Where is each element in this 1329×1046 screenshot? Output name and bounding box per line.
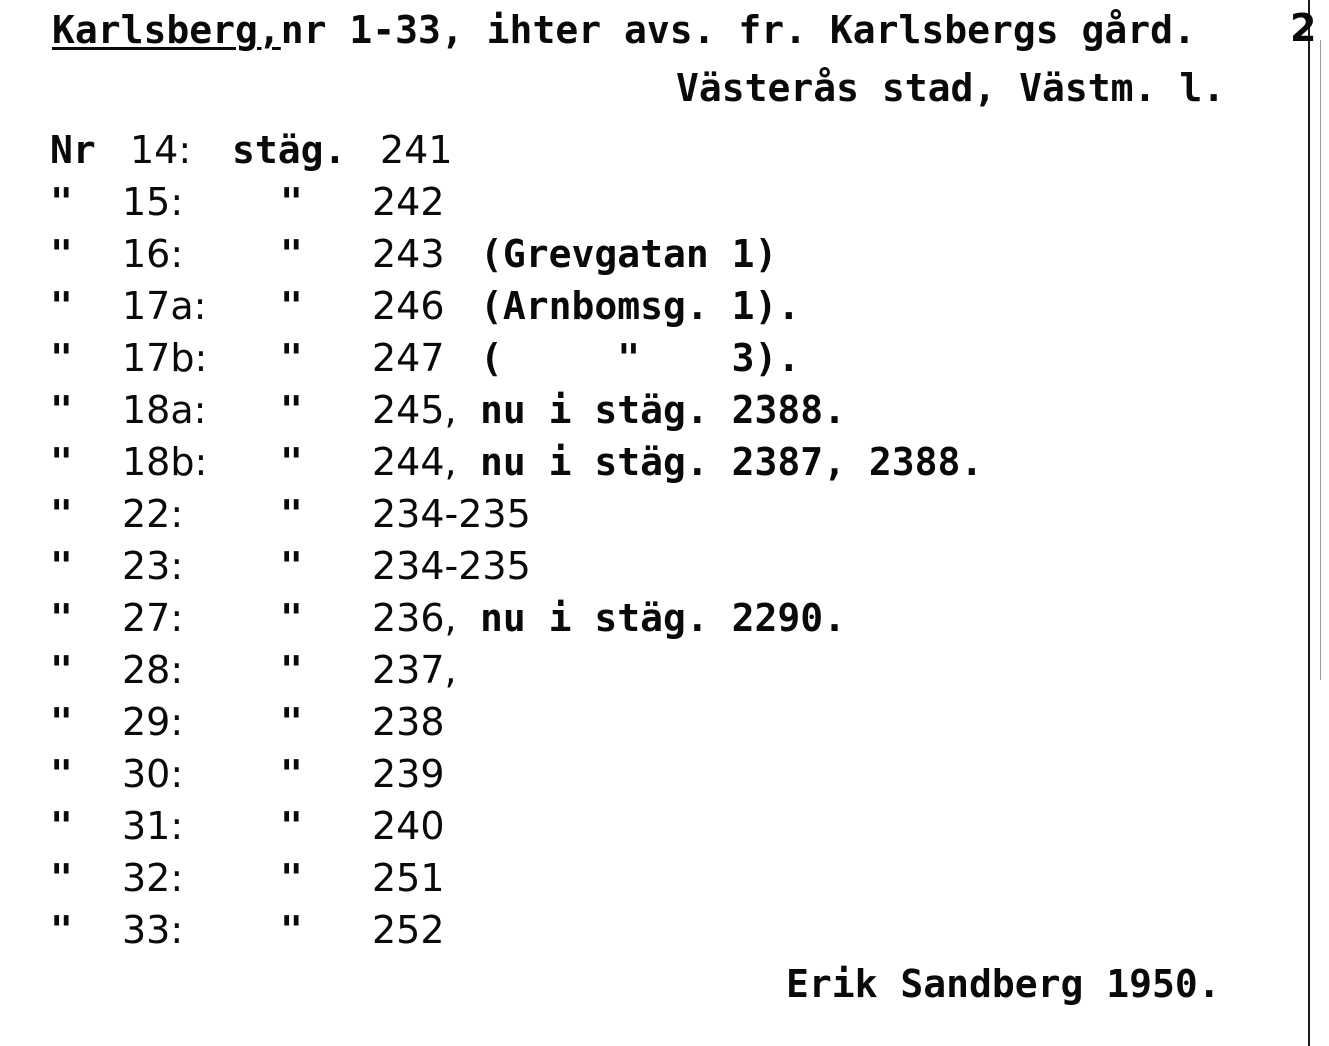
card-edge-line (1308, 0, 1310, 1046)
row-house-number: 18a: (122, 388, 207, 432)
row-prefix: " (50, 440, 73, 484)
row-plot-number: 238 (372, 700, 445, 744)
row-prefix: " (50, 856, 73, 900)
row-house-number: 18b: (122, 440, 208, 484)
card-edge-faint-line (1320, 40, 1321, 680)
row-ditto: " (280, 648, 303, 692)
row-house-number: 14: (130, 128, 192, 172)
signature: Erik Sandberg 1950. (786, 962, 1221, 1006)
row-ditto: " (280, 856, 303, 900)
row-plot-number: 252 (372, 908, 445, 952)
title-description: nr 1-33, ihter avs. fr. Karlsbergs gård. (280, 8, 1196, 52)
row-note: nu i stäg. 2290. (480, 596, 847, 640)
row-house-number: 16: (122, 232, 184, 276)
row-ditto: stäg. (232, 128, 347, 172)
row-house-number: 23: (122, 544, 184, 588)
row-plot-number: 240 (372, 804, 445, 848)
row-prefix: " (50, 180, 73, 224)
row-prefix: " (50, 284, 73, 328)
row-prefix: " (50, 700, 73, 744)
row-house-number: 22: (122, 492, 184, 536)
row-prefix: " (50, 648, 73, 692)
row-prefix: " (50, 804, 73, 848)
row-ditto: " (280, 492, 303, 536)
row-house-number: 17b: (122, 336, 208, 380)
card-title (52, 8, 1196, 52)
row-house-number: 27: (122, 596, 184, 640)
row-ditto: " (280, 284, 303, 328)
row-prefix: " (50, 908, 73, 952)
row-house-number: 17a: (122, 284, 207, 328)
row-note: (Grevgatan 1) (480, 232, 778, 276)
row-plot-number: 244, (372, 440, 457, 484)
row-plot-number: 234-235 (372, 492, 531, 536)
row-note: (Arnbomsg. 1). (480, 284, 801, 328)
row-plot-number: 237, (372, 648, 457, 692)
row-plot-number: 243 (372, 232, 445, 276)
row-prefix: " (50, 388, 73, 432)
card-number: 2 (1290, 6, 1317, 50)
row-house-number: 29: (122, 700, 184, 744)
row-plot-number: 245, (372, 388, 457, 432)
row-plot-number: 246 (372, 284, 445, 328)
card-subtitle: Västerås stad, Västm. l. (676, 66, 1226, 110)
row-plot-number: 251 (372, 856, 445, 900)
row-prefix: " (50, 336, 73, 380)
row-prefix: " (50, 492, 73, 536)
row-house-number: 31: (122, 804, 184, 848)
row-prefix: " (50, 544, 73, 588)
row-prefix: " (50, 232, 73, 276)
row-prefix: Nr (50, 128, 96, 172)
row-house-number: 15: (122, 180, 184, 224)
row-plot-number: 247 (372, 336, 445, 380)
row-ditto: " (280, 232, 303, 276)
row-plot-number: 239 (372, 752, 445, 796)
row-house-number: 33: (122, 908, 184, 952)
row-plot-number: 241 (380, 128, 453, 172)
row-house-number: 30: (122, 752, 184, 796)
row-plot-number: 234-235 (372, 544, 531, 588)
row-note: nu i stäg. 2388. (480, 388, 847, 432)
row-ditto: " (280, 388, 303, 432)
title-street-name: Karlsberg, (52, 8, 281, 52)
row-ditto: " (280, 908, 303, 952)
row-note: ( " 3). (480, 336, 801, 380)
row-plot-number: 236, (372, 596, 457, 640)
row-ditto: " (280, 752, 303, 796)
row-plot-number: 242 (372, 180, 445, 224)
row-house-number: 28: (122, 648, 184, 692)
row-prefix: " (50, 596, 73, 640)
row-ditto: " (280, 180, 303, 224)
row-note: nu i stäg. 2387, 2388. (480, 440, 984, 484)
row-prefix: " (50, 752, 73, 796)
row-house-number: 32: (122, 856, 184, 900)
row-ditto: " (280, 700, 303, 744)
row-ditto: " (280, 596, 303, 640)
row-ditto: " (280, 804, 303, 848)
row-ditto: " (280, 336, 303, 380)
row-ditto: " (280, 544, 303, 588)
row-ditto: " (280, 440, 303, 484)
